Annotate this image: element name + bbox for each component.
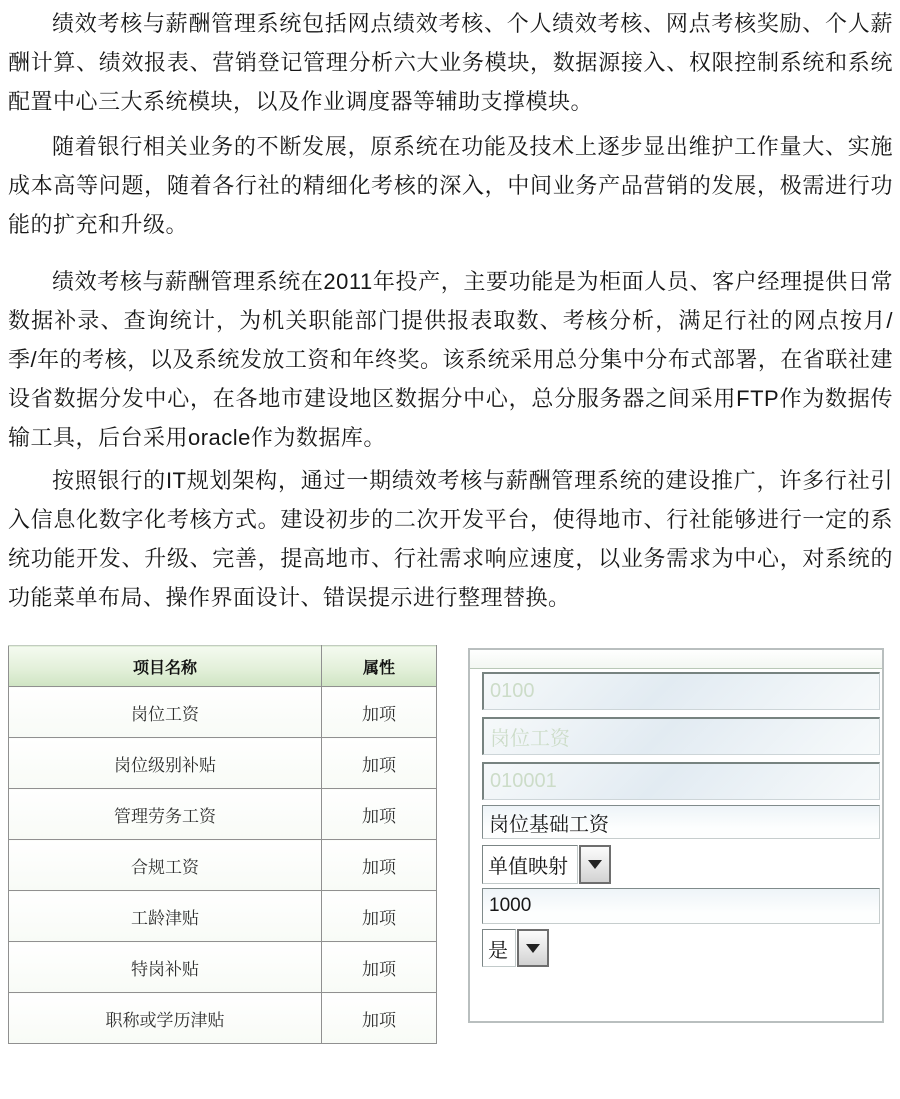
chevron-down-icon <box>526 944 540 953</box>
item-attr-cell: 加项 <box>322 687 437 738</box>
table-row <box>9 738 437 789</box>
table-header-row <box>9 646 437 687</box>
table-row <box>9 687 437 738</box>
item-name-cell: 管理劳务工资 <box>9 789 322 840</box>
item-name-cell: 特岗补贴 <box>9 942 322 993</box>
chevron-down-icon <box>588 860 602 869</box>
enabled-flag-dropdown[interactable] <box>482 929 549 967</box>
paragraph-system-history: 绩效考核与薪酬管理系统在2011年投产，主要功能是为柜面人员、客户经理提供日常数据补录、查询统计，为机关职能部门提供报表取数、考核分析，满足行社的网点按月/季/年的考核，以及系统发放工资和年终奖。该系统采用总分集中分布式部署，在省联社建设省数据分发中心，在各地市建设地区数据分中心，总分服务器之间采用FTP作为数据传输工具，后台采用oracle作为数据库。 <box>8 269 893 450</box>
mapping-type-dropdown[interactable] <box>482 845 611 884</box>
item-name-field[interactable]: 岗位工资 <box>482 717 880 755</box>
item-attr-cell: 加项 <box>322 738 437 789</box>
table-row <box>9 840 437 891</box>
column-header-item-name: 项目名称 <box>9 646 322 687</box>
sub-item-code-field[interactable]: 010001 <box>482 762 880 800</box>
amount-value-field[interactable]: 1000 <box>482 888 880 924</box>
item-attr-cell: 加项 <box>322 891 437 942</box>
sub-item-name-field[interactable]: 岗位基础工资 <box>482 805 880 839</box>
document-body <box>8 4 893 617</box>
item-attr-cell: 加项 <box>322 840 437 891</box>
enabled-flag-dropdown-button[interactable] <box>517 929 549 967</box>
paragraph-it-plan: 按照银行的IT规划架构，通过一期绩效考核与薪酬管理系统的建设推广，许多行社引入信息化数字化考核方式。建设初步的二次开发平台，使得地市、行社能够进行一定的系统功能开发、升级、完善，提高地市、行社需求响应速度，以业务需求为中心，对系统的功能菜单布局、操作界面设计、错误提示进行整理替换。 <box>8 468 893 610</box>
item-attr-cell: 加项 <box>322 942 437 993</box>
item-detail-panel <box>468 648 884 1023</box>
table-row <box>9 942 437 993</box>
mapping-type-dropdown-button[interactable] <box>579 845 611 884</box>
column-header-attribute: 属性 <box>322 646 437 687</box>
salary-items-table <box>8 645 437 1044</box>
item-name-cell: 职称或学历津贴 <box>9 993 322 1044</box>
panel-header-strip <box>470 650 882 669</box>
item-name-cell: 工龄津贴 <box>9 891 322 942</box>
mapping-type-value: 单值映射 <box>482 845 578 884</box>
item-attr-cell: 加项 <box>322 993 437 1044</box>
paragraph-modules-overview: 绩效考核与薪酬管理系统包括网点绩效考核、个人绩效考核、网点考核奖励、个人薪酬计算、绩效报表、营销登记管理分析六大业务模块，数据源接入、权限控制系统和系统配置中心三大系统模块，以及作业调度器等辅助支撑模块。 <box>8 11 893 114</box>
paragraph-upgrade-need: 随着银行相关业务的不断发展，原系统在功能及技术上逐步显出维护工作量大、实施成本高等问题，随着各行社的精细化考核的深入，中间业务产品营销的发展，极需进行功能的扩充和升级。 <box>8 134 893 237</box>
table-row <box>9 789 437 840</box>
enabled-flag-value: 是 <box>482 929 516 967</box>
item-name-cell: 合规工资 <box>9 840 322 891</box>
item-name-cell: 岗位工资 <box>9 687 322 738</box>
item-code-field[interactable]: 0100 <box>482 672 880 710</box>
table-row <box>9 891 437 942</box>
figures-section <box>0 645 900 1045</box>
item-attr-cell: 加项 <box>322 789 437 840</box>
table-row <box>9 993 437 1044</box>
item-name-cell: 岗位级别补贴 <box>9 738 322 789</box>
